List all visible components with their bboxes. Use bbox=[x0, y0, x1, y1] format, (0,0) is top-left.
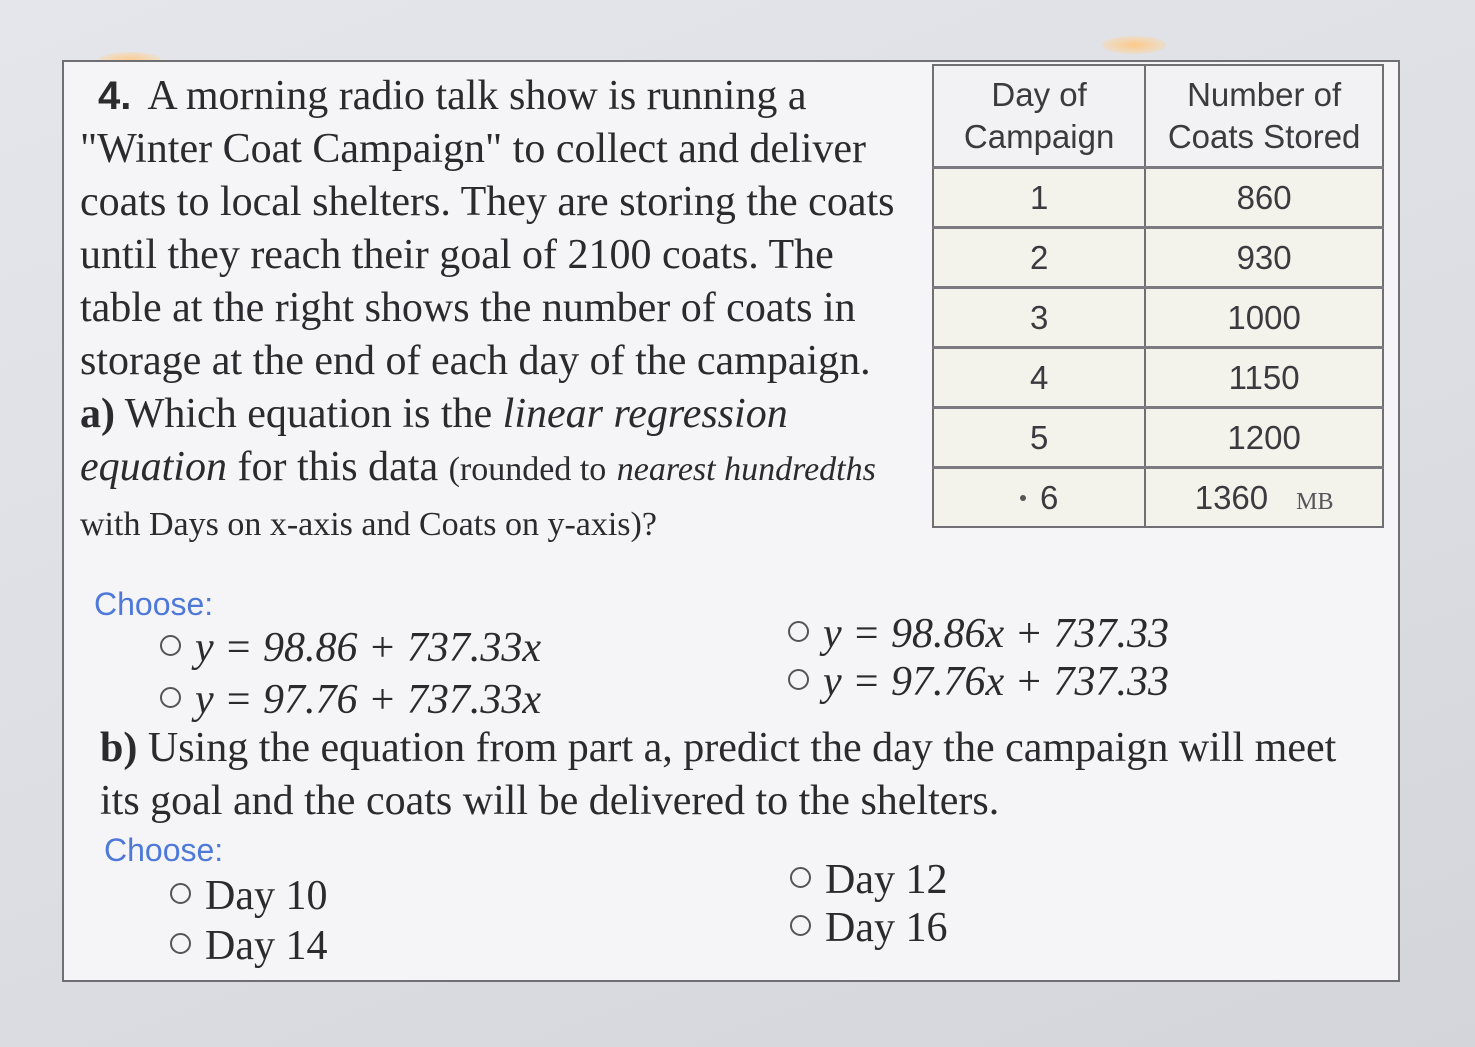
part-a-option-2[interactable] bbox=[788, 610, 1169, 658]
table-header-row bbox=[933, 65, 1383, 168]
day-cell: 3 bbox=[933, 288, 1145, 348]
coats-cell: 860 bbox=[1145, 168, 1383, 228]
part-b-prompt bbox=[100, 722, 1350, 828]
part-a-option-3[interactable] bbox=[160, 676, 541, 724]
question-intro: A morning radio talk show is running a "Winter Coat Campaign" to collect and deliver coats to local shelters. They are storing the coats until they reach their goal of 2100 coats. The table at the right shows the number of coats in storage at the end of each day of the campaign. bbox=[80, 73, 895, 384]
radio-button-icon[interactable] bbox=[788, 621, 809, 642]
part-b-option-1[interactable] bbox=[170, 872, 327, 920]
coats-value: 1360 bbox=[1194, 478, 1269, 516]
part-a-choose-label: Choose: bbox=[94, 586, 214, 622]
radio-button-icon[interactable] bbox=[170, 883, 191, 904]
day-cell: 2 bbox=[933, 228, 1145, 288]
part-b-option-2[interactable] bbox=[790, 856, 947, 904]
part-a-option-1[interactable] bbox=[160, 624, 541, 672]
part-a-option-4[interactable] bbox=[788, 658, 1169, 706]
part-a-text-before: Which equation is the bbox=[124, 391, 493, 437]
coats-cell: 930 bbox=[1145, 228, 1383, 288]
radio-button-icon[interactable] bbox=[160, 635, 181, 656]
coats-data-table bbox=[932, 64, 1384, 528]
table-row bbox=[933, 288, 1383, 348]
radio-button-icon[interactable] bbox=[170, 933, 191, 954]
option-text: y = 98.86 + 737.33x bbox=[195, 625, 541, 671]
option-text: Day 14 bbox=[205, 923, 328, 969]
part-a-label: a) bbox=[80, 391, 115, 437]
part-a-note-emphasis: nearest hundredths bbox=[616, 451, 876, 488]
option-text: Day 16 bbox=[825, 905, 948, 951]
part-b-choose-label: Choose: bbox=[104, 832, 224, 868]
part-a-prompt bbox=[80, 388, 920, 549]
part-a-emphasis: linear regression equation bbox=[80, 391, 788, 490]
part-b-text: Using the equation from part a, predict the day the campaign will meet its goal and the coats will be delivered to the shelters. bbox=[100, 725, 1337, 824]
watermark-initials: MB bbox=[1296, 488, 1334, 515]
option-text: y = 97.76 + 737.33x bbox=[195, 677, 541, 723]
part-a-note-start: (rounded to bbox=[448, 451, 607, 488]
table-row bbox=[933, 168, 1383, 228]
day-cell: 5 bbox=[933, 408, 1145, 468]
day-cell: 4 bbox=[933, 348, 1145, 408]
part-a-text-after: for this data bbox=[237, 444, 439, 490]
coats-cell: 1000 bbox=[1145, 288, 1383, 348]
option-text: y = 97.76x + 737.33 bbox=[823, 659, 1169, 705]
header-number-of-coats: Number of Coats Stored bbox=[1145, 65, 1383, 168]
radio-button-icon[interactable] bbox=[790, 915, 811, 936]
question-number: 4. bbox=[98, 74, 132, 118]
coats-cell: 1200 bbox=[1145, 408, 1383, 468]
option-text: y = 98.86x + 737.33 bbox=[823, 611, 1169, 657]
radio-button-icon[interactable] bbox=[160, 687, 181, 708]
option-text: Day 10 bbox=[205, 873, 328, 919]
radio-button-icon[interactable] bbox=[790, 867, 811, 888]
part-b-option-4[interactable] bbox=[790, 904, 947, 952]
day-cell: 1 bbox=[933, 168, 1145, 228]
table-row bbox=[933, 408, 1383, 468]
day-cell-6 bbox=[933, 468, 1145, 528]
screen-glare bbox=[1102, 36, 1166, 54]
coats-cell-6 bbox=[1145, 468, 1383, 528]
radio-button-icon[interactable] bbox=[788, 669, 809, 690]
part-b-label: b) bbox=[100, 725, 138, 771]
part-a-note-end: with Days on x-axis and Coats on y-axis)? bbox=[80, 506, 657, 543]
day-value: 6 bbox=[1039, 478, 1059, 516]
table-row bbox=[933, 468, 1383, 528]
table-row bbox=[933, 348, 1383, 408]
part-b-option-3[interactable] bbox=[170, 922, 327, 970]
table-row bbox=[933, 228, 1383, 288]
option-text: Day 12 bbox=[825, 857, 948, 903]
coats-cell: 1150 bbox=[1145, 348, 1383, 408]
question-stem bbox=[80, 70, 920, 549]
bullet-dot-icon bbox=[1020, 495, 1026, 501]
header-day-of-campaign: Day of Campaign bbox=[933, 65, 1145, 168]
